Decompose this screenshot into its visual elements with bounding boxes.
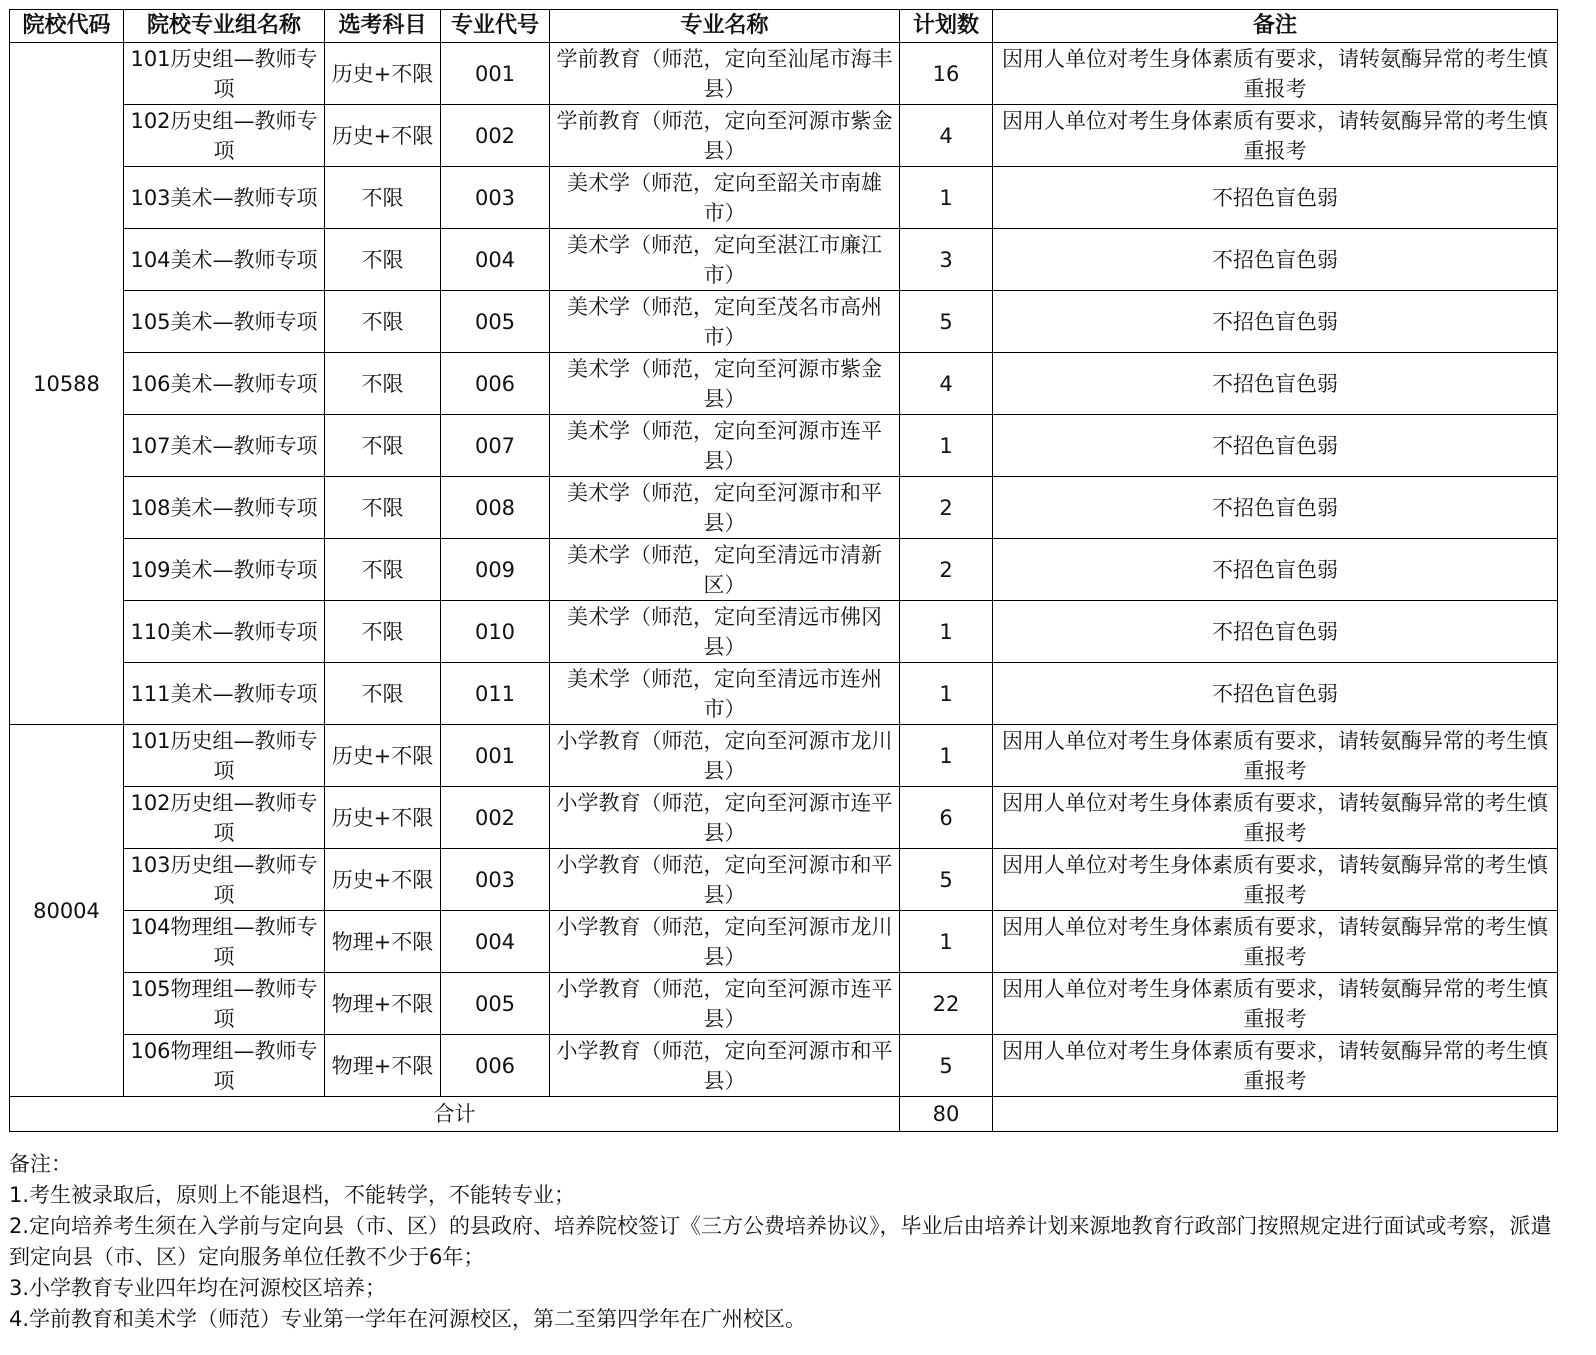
subjects-cell: 物理+不限 bbox=[325, 911, 441, 973]
major-code-cell: 003 bbox=[441, 849, 550, 911]
remark-cell: 因用人单位对考生身体素质有要求，请转氨酶异常的考生慎重报考 bbox=[993, 1035, 1558, 1097]
remark-cell: 不招色盲色弱 bbox=[993, 477, 1558, 539]
major-code-cell: 010 bbox=[441, 601, 550, 663]
school-code-cell: 80004 bbox=[10, 725, 124, 1097]
plan-count-cell: 5 bbox=[900, 849, 993, 911]
remark-cell: 因用人单位对考生身体素质有要求，请转氨酶异常的考生慎重报考 bbox=[993, 725, 1558, 787]
group-name-cell: 111美术—教师专项 bbox=[124, 663, 325, 725]
plan-count-cell: 22 bbox=[900, 973, 993, 1035]
subjects-cell: 历史+不限 bbox=[325, 725, 441, 787]
group-name-cell: 109美术—教师专项 bbox=[124, 539, 325, 601]
table-row bbox=[10, 167, 1558, 229]
subjects-cell: 不限 bbox=[325, 539, 441, 601]
header-row bbox=[10, 10, 1558, 43]
major-name-cell: 美术学（师范，定向至河源市紫金县） bbox=[550, 353, 900, 415]
plan-count-cell: 1 bbox=[900, 167, 993, 229]
table-row bbox=[10, 353, 1558, 415]
subjects-cell: 历史+不限 bbox=[325, 787, 441, 849]
remark-cell: 不招色盲色弱 bbox=[993, 415, 1558, 477]
remark-cell: 不招色盲色弱 bbox=[993, 353, 1558, 415]
header-major-name: 专业名称 bbox=[550, 10, 900, 43]
table-row bbox=[10, 229, 1558, 291]
plan-count-cell: 5 bbox=[900, 1035, 993, 1097]
plan-count-cell: 16 bbox=[900, 43, 993, 105]
group-name-cell: 104物理组—教师专项 bbox=[124, 911, 325, 973]
notes-title: 备注： bbox=[9, 1152, 72, 1176]
major-name-cell: 小学教育（师范，定向至河源市和平县） bbox=[550, 1035, 900, 1097]
remark-cell: 因用人单位对考生身体素质有要求，请转氨酶异常的考生慎重报考 bbox=[993, 787, 1558, 849]
header-group-name: 院校专业组名称 bbox=[124, 10, 325, 43]
notes-section bbox=[9, 1149, 1569, 1335]
major-name-cell: 小学教育（师范，定向至河源市龙川县） bbox=[550, 725, 900, 787]
subjects-cell: 不限 bbox=[325, 291, 441, 353]
plan-count-cell: 4 bbox=[900, 105, 993, 167]
subjects-cell: 历史+不限 bbox=[325, 105, 441, 167]
remark-cell: 不招色盲色弱 bbox=[993, 229, 1558, 291]
remark-cell: 不招色盲色弱 bbox=[993, 167, 1558, 229]
table-row bbox=[10, 291, 1558, 353]
table-row bbox=[10, 725, 1558, 787]
note-item-2: 2.定向培养考生须在入学前与定向县（市、区）的县政府、培养院校签订《三方公费培养协议》，毕业后由培养计划来源地教育行政部门按照规定进行面试或考察，派遣到定向县（市、区）定向服务单位任教不少于6年； bbox=[9, 1214, 1552, 1269]
remark-cell: 不招色盲色弱 bbox=[993, 291, 1558, 353]
plan-count-cell: 1 bbox=[900, 911, 993, 973]
subjects-cell: 不限 bbox=[325, 167, 441, 229]
major-code-cell: 005 bbox=[441, 973, 550, 1035]
major-code-cell: 003 bbox=[441, 167, 550, 229]
total-remark bbox=[993, 1097, 1558, 1132]
subjects-cell: 物理+不限 bbox=[325, 973, 441, 1035]
plan-count-cell: 4 bbox=[900, 353, 993, 415]
enrollment-plan-table bbox=[9, 9, 1558, 1132]
major-code-cell: 002 bbox=[441, 787, 550, 849]
major-name-cell: 美术学（师范，定向至清远市清新区） bbox=[550, 539, 900, 601]
plan-count-cell: 1 bbox=[900, 725, 993, 787]
remark-cell: 因用人单位对考生身体素质有要求，请转氨酶异常的考生慎重报考 bbox=[993, 43, 1558, 105]
subjects-cell: 不限 bbox=[325, 353, 441, 415]
major-name-cell: 学前教育（师范，定向至汕尾市海丰县） bbox=[550, 43, 900, 105]
plan-count-cell: 5 bbox=[900, 291, 993, 353]
group-name-cell: 101历史组—教师专项 bbox=[124, 725, 325, 787]
major-name-cell: 美术学（师范，定向至清远市连州市） bbox=[550, 663, 900, 725]
table-body bbox=[10, 43, 1558, 1132]
remark-cell: 不招色盲色弱 bbox=[993, 663, 1558, 725]
major-code-cell: 002 bbox=[441, 105, 550, 167]
major-code-cell: 009 bbox=[441, 539, 550, 601]
note-item-4: 4.学前教育和美术学（师范）专业第一学年在河源校区，第二至第四学年在广州校区。 bbox=[9, 1307, 807, 1331]
subjects-cell: 历史+不限 bbox=[325, 849, 441, 911]
plan-count-cell: 2 bbox=[900, 477, 993, 539]
header-plan: 计划数 bbox=[900, 10, 993, 43]
plan-count-cell: 1 bbox=[900, 663, 993, 725]
subjects-cell: 不限 bbox=[325, 477, 441, 539]
group-name-cell: 110美术—教师专项 bbox=[124, 601, 325, 663]
group-name-cell: 106美术—教师专项 bbox=[124, 353, 325, 415]
group-name-cell: 108美术—教师专项 bbox=[124, 477, 325, 539]
group-name-cell: 103美术—教师专项 bbox=[124, 167, 325, 229]
subjects-cell: 不限 bbox=[325, 229, 441, 291]
table-row bbox=[10, 973, 1558, 1035]
header-subjects: 选考科目 bbox=[325, 10, 441, 43]
remark-cell: 不招色盲色弱 bbox=[993, 601, 1558, 663]
table-row bbox=[10, 911, 1558, 973]
major-code-cell: 004 bbox=[441, 911, 550, 973]
table-row bbox=[10, 43, 1558, 105]
plan-count-cell: 1 bbox=[900, 601, 993, 663]
plan-count-cell: 3 bbox=[900, 229, 993, 291]
major-name-cell: 小学教育（师范，定向至河源市连平县） bbox=[550, 973, 900, 1035]
group-name-cell: 105物理组—教师专项 bbox=[124, 973, 325, 1035]
remark-cell: 因用人单位对考生身体素质有要求，请转氨酶异常的考生慎重报考 bbox=[993, 105, 1558, 167]
subjects-cell: 物理+不限 bbox=[325, 1035, 441, 1097]
table-row bbox=[10, 1035, 1558, 1097]
total-row bbox=[10, 1097, 1558, 1132]
subjects-cell: 不限 bbox=[325, 663, 441, 725]
remark-cell: 不招色盲色弱 bbox=[993, 539, 1558, 601]
total-plan-count: 80 bbox=[900, 1097, 993, 1132]
group-name-cell: 107美术—教师专项 bbox=[124, 415, 325, 477]
table-row bbox=[10, 105, 1558, 167]
major-code-cell: 001 bbox=[441, 725, 550, 787]
subjects-cell: 历史+不限 bbox=[325, 43, 441, 105]
header-school-code: 院校代码 bbox=[10, 10, 124, 43]
major-name-cell: 小学教育（师范，定向至河源市连平县） bbox=[550, 787, 900, 849]
remark-cell: 因用人单位对考生身体素质有要求，请转氨酶异常的考生慎重报考 bbox=[993, 849, 1558, 911]
group-name-cell: 101历史组—教师专项 bbox=[124, 43, 325, 105]
group-name-cell: 104美术—教师专项 bbox=[124, 229, 325, 291]
plan-count-cell: 1 bbox=[900, 415, 993, 477]
major-code-cell: 005 bbox=[441, 291, 550, 353]
subjects-cell: 不限 bbox=[325, 415, 441, 477]
remark-cell: 因用人单位对考生身体素质有要求，请转氨酶异常的考生慎重报考 bbox=[993, 911, 1558, 973]
major-name-cell: 小学教育（师范，定向至河源市和平县） bbox=[550, 849, 900, 911]
major-name-cell: 美术学（师范，定向至韶关市南雄市） bbox=[550, 167, 900, 229]
major-code-cell: 008 bbox=[441, 477, 550, 539]
plan-count-cell: 2 bbox=[900, 539, 993, 601]
note-item-1: 1.考生被录取后，原则上不能退档，不能转学，不能转专业； bbox=[9, 1183, 576, 1207]
table-row bbox=[10, 663, 1558, 725]
table-row bbox=[10, 415, 1558, 477]
major-code-cell: 011 bbox=[441, 663, 550, 725]
subjects-cell: 不限 bbox=[325, 601, 441, 663]
school-code-cell: 10588 bbox=[10, 43, 124, 725]
major-code-cell: 006 bbox=[441, 1035, 550, 1097]
group-name-cell: 102历史组—教师专项 bbox=[124, 105, 325, 167]
plan-count-cell: 6 bbox=[900, 787, 993, 849]
table-row bbox=[10, 539, 1558, 601]
major-code-cell: 007 bbox=[441, 415, 550, 477]
major-name-cell: 学前教育（师范，定向至河源市紫金县） bbox=[550, 105, 900, 167]
header-major-code: 专业代号 bbox=[441, 10, 550, 43]
major-name-cell: 美术学（师范，定向至河源市和平县） bbox=[550, 477, 900, 539]
group-name-cell: 106物理组—教师专项 bbox=[124, 1035, 325, 1097]
table-row bbox=[10, 849, 1558, 911]
major-name-cell: 美术学（师范，定向至茂名市高州市） bbox=[550, 291, 900, 353]
table-row bbox=[10, 787, 1558, 849]
group-name-cell: 103历史组—教师专项 bbox=[124, 849, 325, 911]
table-row bbox=[10, 477, 1558, 539]
major-code-cell: 006 bbox=[441, 353, 550, 415]
header-remark: 备注 bbox=[993, 10, 1558, 43]
remark-cell: 因用人单位对考生身体素质有要求，请转氨酶异常的考生慎重报考 bbox=[993, 973, 1558, 1035]
group-name-cell: 102历史组—教师专项 bbox=[124, 787, 325, 849]
table-row bbox=[10, 601, 1558, 663]
major-name-cell: 美术学（师范，定向至河源市连平县） bbox=[550, 415, 900, 477]
total-label: 合计 bbox=[10, 1097, 900, 1132]
note-item-3: 3.小学教育专业四年均在河源校区培养； bbox=[9, 1276, 387, 1300]
major-name-cell: 小学教育（师范，定向至河源市龙川县） bbox=[550, 911, 900, 973]
group-name-cell: 105美术—教师专项 bbox=[124, 291, 325, 353]
major-name-cell: 美术学（师范，定向至湛江市廉江市） bbox=[550, 229, 900, 291]
major-code-cell: 001 bbox=[441, 43, 550, 105]
major-code-cell: 004 bbox=[441, 229, 550, 291]
major-name-cell: 美术学（师范，定向至清远市佛冈县） bbox=[550, 601, 900, 663]
